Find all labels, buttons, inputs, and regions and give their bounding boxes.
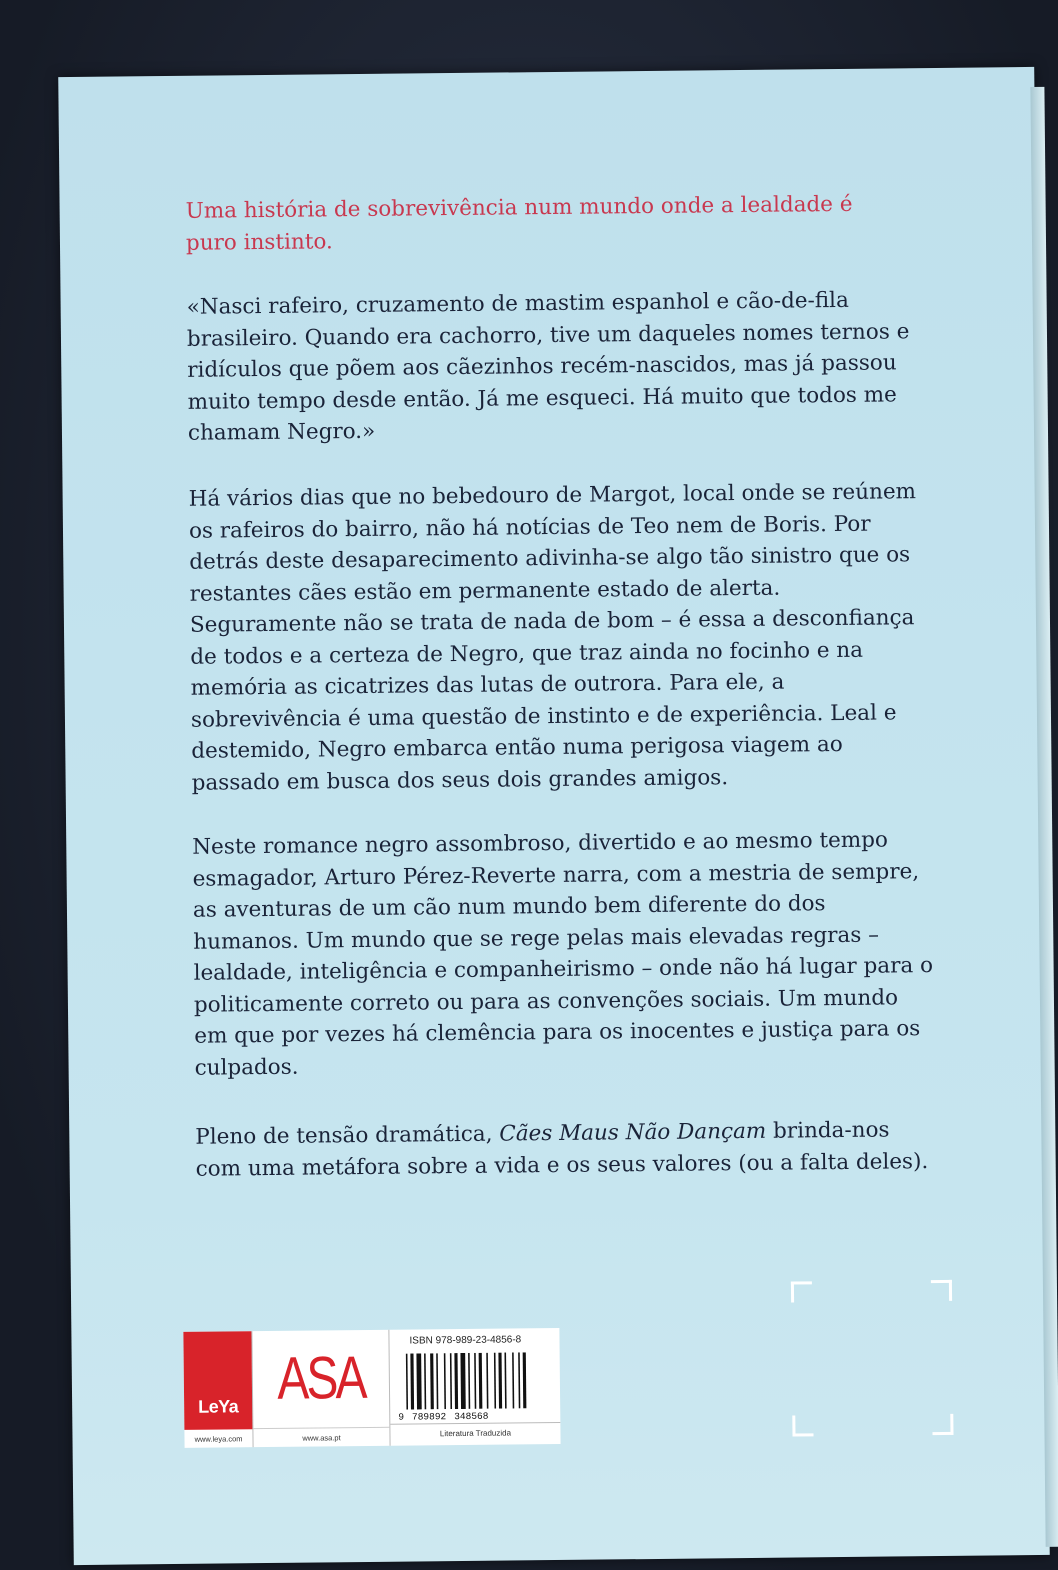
leya-block [183,1331,253,1448]
barcode-bar [430,1353,434,1409]
barcode-digit-prefix: 9 [398,1411,405,1423]
synopsis-paragraph: Há vários dias que no bebedouro de Margot, local onde se reúnem os rafeiros do bairro, não há notícias de Teo nem de Boris. Por detrás deste desaparecimento adivinha-se algo tão sinistro que os restantes cães estão em permanente estado de alerta. Seguramente não se trata de nada de bom – é essa a desconfiança de todos e a certeza de Negro, que traz ainda no focinho e na memória as cicatrizes das lutas de outrora. Para ele, a sobrevivência é uma questão de instinto e de experiência. Leal e destemido, Negro embarca então numa perigosa viagem ao passado em busca dos seus dois grandes amigos. [188,479,917,796]
barcode-bar [468,1353,470,1409]
barcode-bar [424,1353,426,1409]
barcode-icon [404,1352,551,1410]
asa-website: www.asa.pt [253,1427,389,1447]
barcode-bar [494,1353,496,1409]
barcode-bar [474,1353,476,1409]
barcode-bar [486,1353,488,1409]
barcode-bar [450,1353,452,1409]
barcode-bar [416,1353,421,1409]
barcode-bar [436,1353,438,1409]
barcode-bar [518,1352,520,1408]
description-paragraph: Neste romance negro assombroso, divertido e ao mesmo tempo esmagador, Arturo Pérez-Reverte narra, com a mestria de sempre, as aventuras de um cão num mundo bem diferente do dos humanos. Um mundo que se rege pelas mais elevadas regras – lealdade, inteligência e companheirismo – onde não há lugar para o politicamente correto ou para as convenções sociais. Um mundo em que por vezes há clemência para os inocentes e justiça para os culpados. [192,827,934,1081]
asa-logo: ASA [277,1345,365,1413]
barcode-bar [454,1353,458,1409]
barcode-bar [444,1353,446,1409]
quote-paragraph: «Nasci rafeiro, cruzamento de mastim espanhol e cão-de-fila brasileiro. Quando era cachorro, tive um daqueles nomes ternos e ridículos que põem aos cãezinhos recém-nascidos, mas já passou muito tempo desde então. Já me esqueci. Há muito que todos me chamam Negro.» [186,287,910,446]
corner-mark-top-left [791,1281,812,1302]
isbn-block [389,1328,560,1446]
asa-block [252,1330,390,1447]
corner-mark-top-right [931,1280,952,1301]
barcode-digit-right: 348568 [454,1410,489,1422]
book-back-cover [58,67,1050,1565]
book-title: Cães Maus Não Dançam [499,1118,767,1147]
barcode-digit-left: 789892 [411,1410,447,1423]
barcode-bar [512,1352,514,1408]
isbn-number: ISBN 978-989-23-4856-8 [409,1333,522,1347]
barcode-bar [498,1353,502,1409]
barcode-bar [406,1354,408,1410]
genre-label: Literatura Traduzida [390,1422,560,1443]
tagline: Uma história de sobrevivência num mundo onde a lealdade é puro instinto. [185,191,853,256]
barcode-bar [504,1353,506,1409]
leya-website: www.leya.com [194,1433,243,1444]
barcode-bar [479,1353,483,1409]
corner-mark-bottom-left [792,1415,813,1436]
corner-mark-bottom-right [932,1414,953,1435]
closing-paragraph [195,1114,936,1185]
closing-text-before: Pleno de tensão dramática, [195,1121,500,1150]
closing-text-after: brinda-nos com uma metáfora sobre a vida e os seus valores (ou a falta deles). [195,1117,929,1182]
barcode-bar [460,1353,465,1409]
barcode-bar [410,1354,414,1410]
publisher-imprint [183,1328,560,1448]
barcode-bar [523,1352,527,1408]
leya-logo: LeYa [183,1331,252,1430]
